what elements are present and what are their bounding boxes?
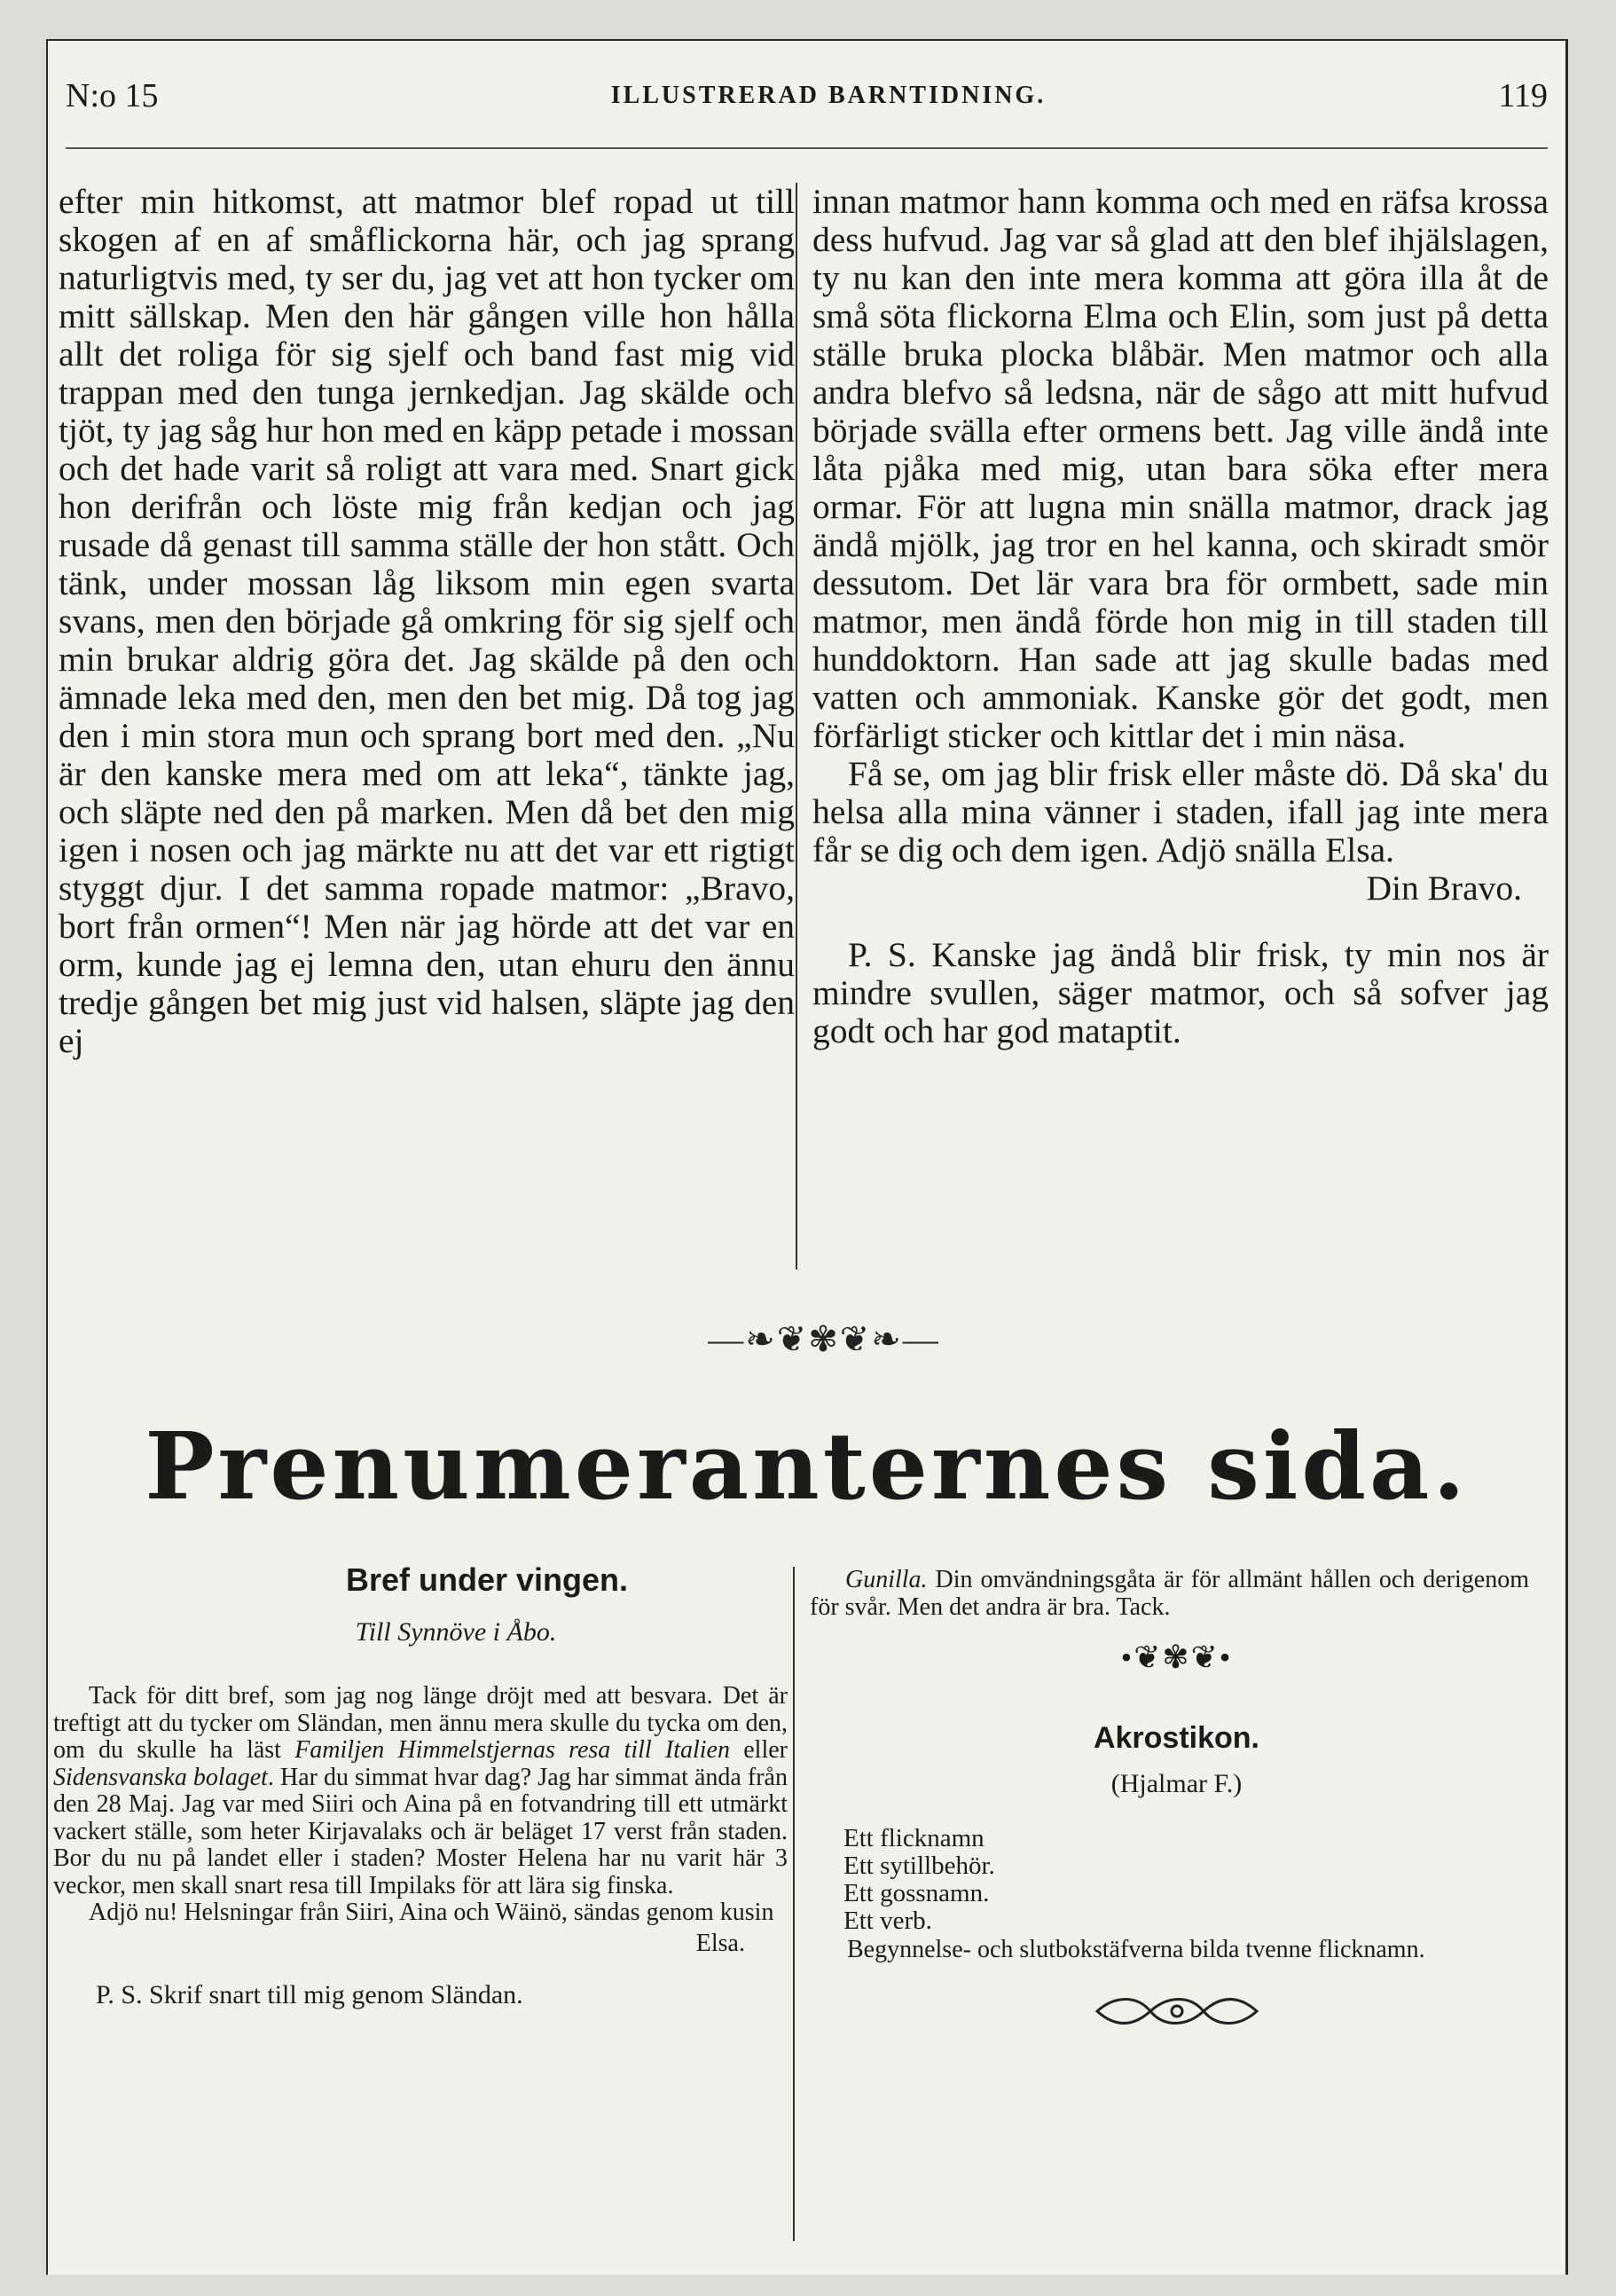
akrostikon-line: Ett sytillbehör. bbox=[843, 1851, 995, 1880]
akrostikon-lines bbox=[806, 1825, 1547, 1935]
story-postscript: P. S. Kanske jag ändå blir frisk, ty min nos är mindre svullen, säger matmor, och så sofver jag godt och har god mataptit. bbox=[812, 935, 1549, 1050]
story-paragraph: innan matmor hann komma och med en räfsa krossa dess hufvud. Jag var så glad att den blef ihjälslagen, ty nu kan den inte mera komma att göra illa åt de små söta flickorna Elma och Elin, som just på detta ställe bruka plocka blåbär. Men matmor och alla andra blefvo så ledsna, när de sågo att mitt hufvud började svälla efter ormens bett. Jag ville ändå inte låta pjåka med mig, utan bara söka efter mera ormar. För att lugna min snälla matmor, drack jag ändå mjölk, jag tror en hel kanna, och skiradt smör dessutom. Det lär vara bra för ormbett, sade min matmor, men ändå förde hon mig in till staden till hunddoktorn. Han sade att jag skulle badas med vatten och ammoniak. Kanske gör det godt, men förfärligt sticker och kittlar det i min näsa. bbox=[812, 182, 1549, 755]
letter-paragraph: Adjö nu! Helsningar från Siiri, Aina och Wäinö, sändas genom kusin bbox=[89, 1899, 774, 1926]
divider-ornament-icon: —❧❦✾❦❧— bbox=[708, 1319, 940, 1359]
flourish-svg bbox=[1088, 1990, 1266, 2033]
page-number: 119 bbox=[1498, 77, 1548, 114]
header-rule bbox=[66, 147, 1548, 149]
story-paragraph: efter min hitkomst, att matmor blef ropad ut till skogen af en af småflickorna här, och jag sprang naturligtvis med, ty ser du, jag vet att hon tycker om mitt sällskap. Men den här gången ville hon hålla allt det roliga för sig sjelf och band fast mig vid trappan med den tunga jernkedjan. Jag skälde och tjöt, ty jag såg hur hon med en käpp petade i mossan och det hade varit så roligt att vara med. Snart gick hon derifrån och löste mig från kedjan och jag rusade då genast till samma ställe der hon stått. Och tänk, under mossan låg liksom min egen svarta svans, men den började gå omkring för sig sjelf och min brukar aldrig göra det. Jag skälde på den och ämnade leka med den, men den bet mig. Då tog jag den i min stora mun och sprang bort med den. „Nu är den kanske mera med om att leka“, tänkte jag, och släpte ned den på marken. Men då bet den mig igen i nosen och jag märkte nu att det var ett rigtigt styggt djur. I det samma ropade matmor: „Bravo, bort från ormen“! Men när jag hörde att det var en orm, kunde jag ej lemna den, utan ehuru den ännu tredje gången bet mig just vid halsen, släpte jag den ej bbox=[59, 182, 795, 1060]
akrostikon-line: Ett gossnamn. bbox=[843, 1878, 990, 1907]
book-title: Familjen Himmelstjernas resa till Italien bbox=[294, 1736, 730, 1764]
right-section bbox=[806, 1567, 1547, 2034]
book-title: Sidensvanska bolaget bbox=[53, 1763, 268, 1791]
akrostikon-line: Ett verb. bbox=[843, 1906, 932, 1935]
letter-paragraph bbox=[53, 1683, 788, 1899]
story-paragraph: Få se, om jag blir frisk eller måste dö. Då ska' du helsa alla mina vänner i staden, ifall jag inte mera får se dig och dem igen. Adjö snälla Elsa. bbox=[812, 754, 1549, 869]
gunilla-paragraph bbox=[810, 1567, 1529, 1621]
letter-text: Tack för ditt bref, som jag nog länge dröjt med att besvara. Det är treftigt att du tycker om Sländan, men ännu mera skulle du tycka om den, om du skulle ha läst bbox=[53, 1682, 788, 1764]
letter-body bbox=[48, 1683, 793, 2009]
column-divider bbox=[796, 183, 797, 1270]
letter-postscript: P. S. Skrif snart till mig genom Sländan. bbox=[96, 1980, 523, 2009]
page-header bbox=[66, 69, 1548, 122]
gunilla-text: Din omvändningsgåta är för allmänt hållen och derigenom för svår. Men det andra är bra. Tack. bbox=[810, 1566, 1529, 1621]
issue-number: N:o 15 bbox=[66, 77, 159, 114]
letter-signature: Elsa. bbox=[695, 1929, 745, 1957]
akrostikon-line: Ett flicknamn bbox=[843, 1823, 985, 1852]
akrostikon-author: (Hjalmar F.) bbox=[1110, 1769, 1243, 1798]
letter-section bbox=[48, 1561, 793, 2009]
gunilla-reply bbox=[806, 1567, 1547, 1621]
letter-recipient: Till Synnöve i Åbo. bbox=[355, 1616, 557, 1647]
akrostikon-heading: Akrostikon. bbox=[1093, 1720, 1260, 1755]
letter-text: . Har du simmat hvar dag? Jag har simmat ända från den 28 Maj. Jag var med Siiri och Aina på en fotvandring till ett utmärkt vackert ställe, som heter Kirjavalaks och är beläget 17 verst från staden. Bor du nu på landet eller i staden? Moster Helena har nu varit här 3 veckor, men skall snart resa till Impilaks för att lära sig finska. bbox=[53, 1763, 788, 1899]
section-heading: Prenumeranternes sida. bbox=[145, 1411, 1469, 1521]
flourish-ornament-icon bbox=[806, 1990, 1547, 2034]
publication-title: ILLUSTRERAD BARNTIDNING. bbox=[610, 82, 1047, 109]
letter-text: eller bbox=[730, 1736, 788, 1764]
section-divider bbox=[793, 1567, 795, 2241]
akrostikon-note: Begynnelse- och slutbokstäfverna bilda tvenne flicknamn. bbox=[847, 1935, 1425, 1963]
story-signature: Din Bravo. bbox=[1366, 869, 1522, 908]
letter-heading: Bref under vingen. bbox=[345, 1561, 629, 1598]
small-ornament-icon: •❦✾❦• bbox=[1120, 1639, 1233, 1675]
newspaper-page bbox=[46, 39, 1568, 2275]
story-column-right bbox=[812, 183, 1549, 1050]
gunilla-name: Gunilla. bbox=[845, 1566, 928, 1593]
story-column-left bbox=[59, 183, 795, 1060]
